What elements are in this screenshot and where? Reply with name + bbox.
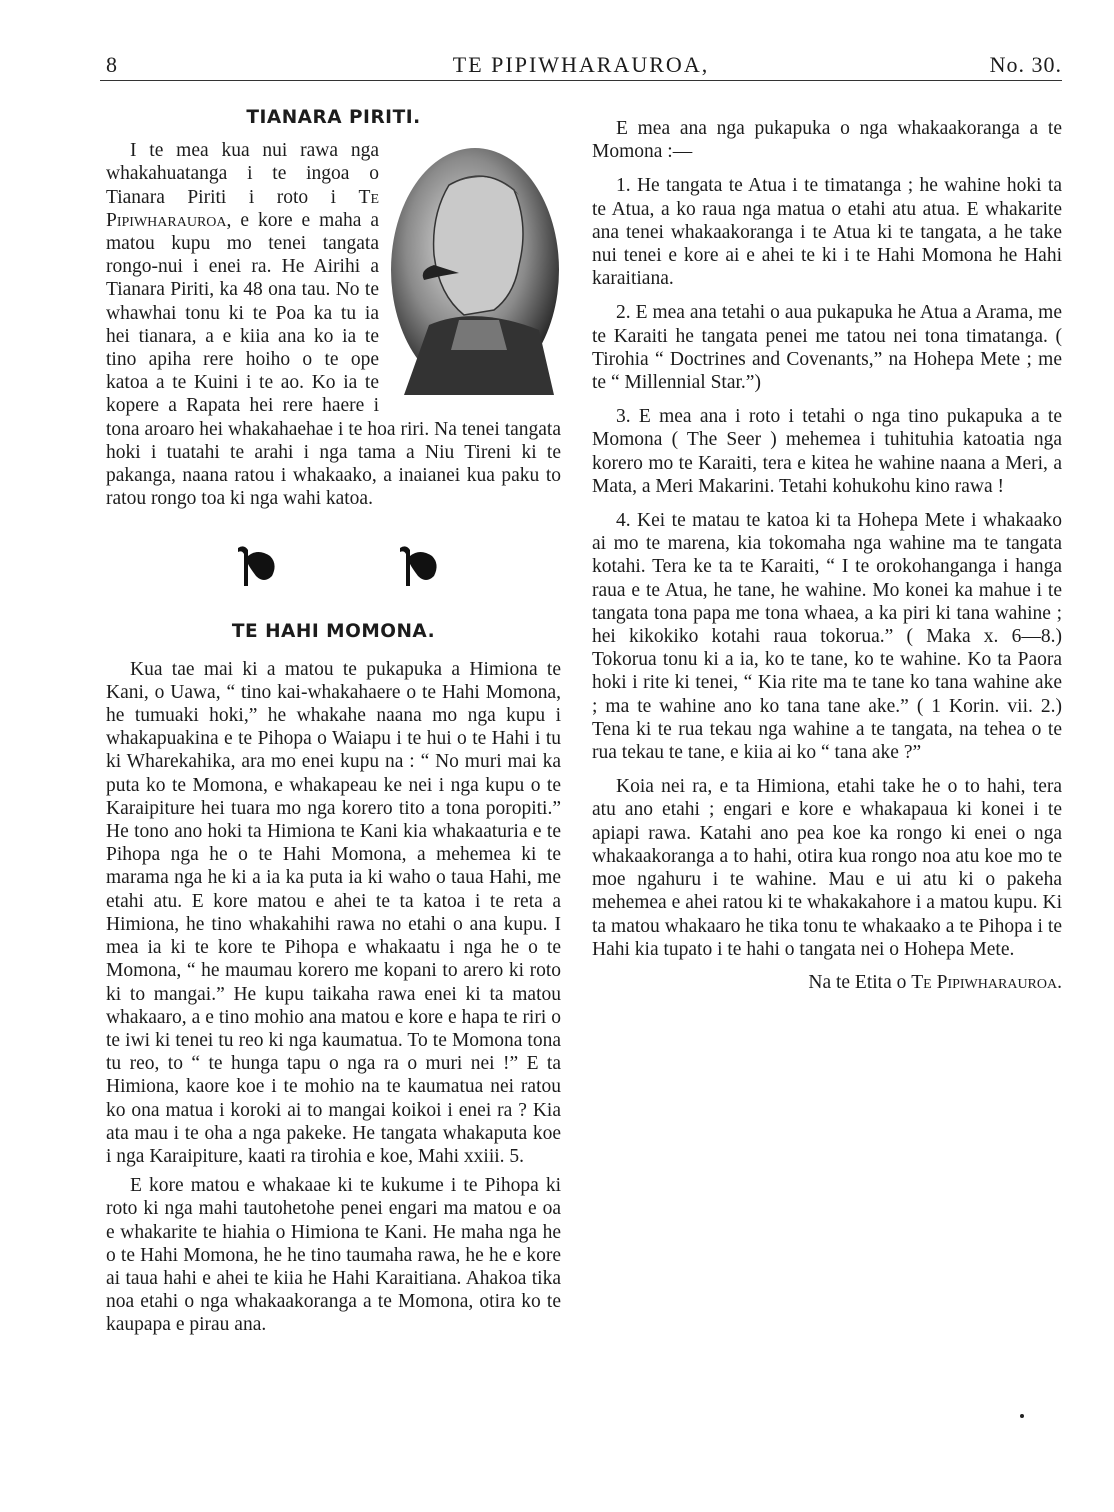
article2-numbered-point: 2. E mea ana tetahi o aua pukapuka he Atua a Arama, me te Karaiti he tangata penei me tatou nei tona timatanga. ( Tirohia “ Doctrines and Covenants,” na Hohepa Mete ; me te “ Millennial Star.”) <box>592 302 1062 394</box>
article2-numbered-point: 1. He tangata te Atua i te timatanga ; he wahine hoki ta te Atua, a ko raua nga matua o etahi atu atua. E whakarite ana tenei whakaakoranga i te Atua ki te tangata, a he take nui tenei e kore ai e ahei te ki i te Hahi Momona he Hahi karaitiana. <box>592 175 1062 290</box>
article-title-tianara: TIANARA PIRITI. <box>246 107 421 128</box>
header-rule <box>100 80 1062 81</box>
pointing-hand-icon <box>234 542 280 590</box>
publication-title: TE PIPIWHARAUROA, <box>452 52 710 77</box>
ornament-divider <box>106 510 561 620</box>
left-column <box>106 106 561 1337</box>
article-title-momona: TE HAHI MOMONA. <box>231 621 436 643</box>
page-number: 8 <box>106 52 118 77</box>
stray-dot <box>1020 1414 1024 1418</box>
issue-number: No. 30. <box>989 52 1062 77</box>
article2-paragraph: Koia nei ra, e ta Himiona, etahi take he o to hahi, tera atu ano etahi ; engari e kore e whakapaua ki konei i te apiapi rawa. Katahi ano pea koe ka rongo ki enei o nga whakaakoranga a to hahi, otira kua rongo noa atu koe mo te moe ngahuru i te wahine. Mau e ui atu ki o pakeha mehemea e ahei ratou ki te whakakahore i a matou kupu. Ki ta matou whakaaro he tika tonu te whakaako a te Pihopa i te Hahi kia tupato i te hahi o tangata nei o Hohepa Mete. <box>592 776 1062 960</box>
article1-body: I te mea kua nui rawa nga whakahuatanga i te ingoa o Tianara Piriti i roto i Te Pipiwharauroa, e kore e maha a matou kupu mo tenei tangata rongo-nui i enei ra. He Airihi a Tianara Piriti, ka 48 ona tau. No te whawhai tonu ki te Poa ka tu ia hei tianara, a e kiia ana ko ia te tino apiha rere hoiho o te ope katoa a te Kuini i te ao. Ko ia te kopere a Rapata hei rere haere i tona aroaro hei whakahaehae i te hoa riri. Na tenei tangata hoki i tuatahi te arahi i nga tama a Niu Tireni ki te pakanga, naana ratou i whakaako, a inaianei kua paku to ratou rongo toa ki nga wahi katoa. <box>106 140 561 510</box>
signature: Na te Etita o Te Pipiwharauroa. <box>808 971 1062 993</box>
article2-paragraph: E mea ana nga pukapuka o nga whakaakoranga a te Momona :— <box>592 118 1062 163</box>
pointing-hand-icon <box>396 542 442 590</box>
article2-paragraph: Kua tae mai ki a matou te pukapuka a Himiona te Kani, o Uawa, “ tino kai-whakahaere o te Hahi Momona, he tumuaki hoki,” he whakahe naana mo nga kupu i whakapuakina e te Pihopa o Waiapu i te hui o te Hahi i tu ki Wharekahika, ara mo enei kupu na : “ No muri mai ka puta ko te Momona, e whakapeau ke nei i nga kupu o te Karaipiture hei tuara mo nga korero tito a tona poropiti.” He tono ano hoki ta Himiona te Kani kia whakaaturia e te Pihopa nga he o te Hahi Momona, a mehemea ki te marama nga he ki a ia ka puta ia ki waho o taua Hahi, me etahi atu. E kore matou e ahei te ta katoa i te reta a Himiona, he tino whakahihi rawa no etahi o ana kupu. I mea ia ki te kore te Pihopa e whakaatu i nga he o te Momona, “ he maumau korero me kopani to arero ki roto ki to mangai.” He kupu taikaha rawa enei ki ta matou whakaaro, a e tino mohio ana matou e kore e hapa te riri o te iwi ki tenei tu reo ki nga kaumatua. To te Momona tona tu reo, to “ te hunga tapu o nga ra o muri nei !” E ta Himiona, kaore koe i te mohio na te kaumatua nei ratou ko ona matua i koroki ai to mangai koikoi i enei ra ? Kia ata mau i te oha a nga pakeke. He tangata whakaputa koe i nga Karaipiture, kaati ra tirohia e koe, Mahi xxiii. 5. <box>106 658 561 1167</box>
article2-numbered-point: 3. E mea ana i roto i tetahi o nga tino pukapuka a te Momona ( The Seer ) mehemea i tuhituhia katoatia nga korero mo te Karaiti, tera e kitea he wahine naana a Meri, a Mata, a Meri Makarini. Tetahi kohukohu kino rawa ! <box>592 406 1062 497</box>
right-column <box>592 106 1062 994</box>
portrait-image <box>389 145 561 395</box>
article2-paragraph: E kore matou e whakaae ki te kukume i te Pihopa ki roto ki nga mahi tautohetohe penei engari ma matou e oa e whakarite te hiahia o Himiona te Kani. He maha nga he o te Hahi Momona, he he tino taumaha rawa, he he e kore ai taua hahi e ahei te kiia he Hahi Karaitiana. Ahakoa tika noa etahi o nga whakaakoranga a te Momona, otira ko te kaupapa e pirau ana. <box>106 1175 561 1336</box>
article2-numbered-point: 4. Kei te matau te katoa ki ta Hohepa Mete i whakaako ai mo te marena, kia tokomaha nga wahine ma te tangata kotahi. Tera ke ta te Karaiti, “ I te orokohanganga i hanga raua e te Atua, he tane, he wahine. Mo konei ka mahue i te tangata tona papa me tona whaea, a ka piri ki tana wahine ; hei kikokiko kotahi raua tokorua.” ( Maka x. 6—8.) Tokorua tonu ki a ia, ko te tane, ko te wahine. Ko ta Paora hoki i rite ki tenei, “ Kia rite ma te tane ko tana wahine ake ; ma te wahine ano ko tana tane ake.” ( 1 Korin. vii. 2.) Tena ki te rua tekau nga wahine a te tangata, na tehea o te rua tekau te tane, e kiia ai ko “ tana ake ?” <box>592 510 1062 764</box>
